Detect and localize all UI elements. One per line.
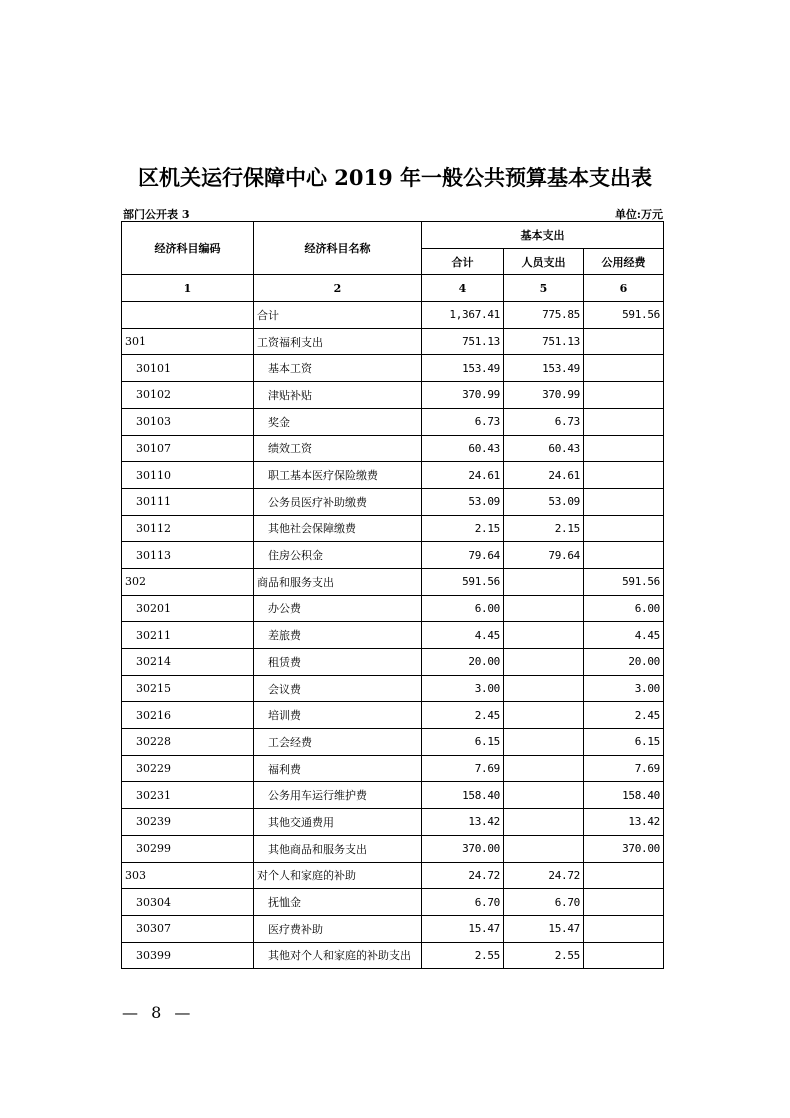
row-total: 7.69 <box>422 755 504 782</box>
header-name: 经济科目名称 <box>254 222 422 275</box>
row-code: 30201 <box>122 595 254 622</box>
row-name: 住房公积金 <box>254 542 422 569</box>
row-personnel: 775.85 <box>504 302 584 329</box>
row-public: 7.69 <box>584 755 664 782</box>
row-public <box>584 942 664 969</box>
row-public: 13.42 <box>584 809 664 836</box>
page-number: — 8 — <box>122 1003 195 1022</box>
row-total: 6.00 <box>422 595 504 622</box>
table-row <box>122 729 664 756</box>
table-row <box>122 809 664 836</box>
row-personnel: 53.09 <box>504 488 584 515</box>
row-total: 153.49 <box>422 355 504 382</box>
row-total: 13.42 <box>422 809 504 836</box>
row-code: 30111 <box>122 488 254 515</box>
row-name: 其他商品和服务支出 <box>254 835 422 862</box>
row-personnel <box>504 755 584 782</box>
row-public <box>584 515 664 542</box>
row-name: 福利费 <box>254 755 422 782</box>
row-public <box>584 889 664 916</box>
row-name: 奖金 <box>254 408 422 435</box>
table-row <box>122 435 664 462</box>
row-name: 商品和服务支出 <box>254 568 422 595</box>
header-index-public: 6 <box>584 275 664 302</box>
row-code: 30103 <box>122 408 254 435</box>
table-body <box>122 302 664 969</box>
row-total: 53.09 <box>422 488 504 515</box>
row-public <box>584 915 664 942</box>
budget-table <box>121 221 664 969</box>
row-name: 对个人和家庭的补助 <box>254 862 422 889</box>
row-code: 30215 <box>122 675 254 702</box>
table-row <box>122 382 664 409</box>
row-name: 津贴补贴 <box>254 382 422 409</box>
row-personnel <box>504 702 584 729</box>
table-row <box>122 862 664 889</box>
row-name: 其他对个人和家庭的补助支出 <box>254 942 422 969</box>
unit-label: 单位:万元 <box>614 208 663 221</box>
table-row <box>122 782 664 809</box>
row-code: 30304 <box>122 889 254 916</box>
row-public <box>584 488 664 515</box>
header-basic-expenditure: 基本支出 <box>422 222 664 249</box>
row-personnel <box>504 675 584 702</box>
row-name: 其他交通费用 <box>254 809 422 836</box>
header-public: 公用经费 <box>584 248 664 275</box>
row-personnel: 751.13 <box>504 328 584 355</box>
table-row <box>122 675 664 702</box>
row-personnel <box>504 622 584 649</box>
row-personnel: 2.55 <box>504 942 584 969</box>
row-total: 6.70 <box>422 889 504 916</box>
row-name: 会议费 <box>254 675 422 702</box>
row-public: 6.00 <box>584 595 664 622</box>
document-title: 区机关运行保障中心 2019 年一般公共预算基本支出表 <box>137 165 653 190</box>
row-code: 30102 <box>122 382 254 409</box>
row-total: 2.55 <box>422 942 504 969</box>
row-personnel: 24.72 <box>504 862 584 889</box>
row-total: 60.43 <box>422 435 504 462</box>
row-code: 30229 <box>122 755 254 782</box>
table-row <box>122 835 664 862</box>
row-personnel: 6.70 <box>504 889 584 916</box>
row-name: 合计 <box>254 302 422 329</box>
row-code: 303 <box>122 862 254 889</box>
row-name: 公务员医疗补助缴费 <box>254 488 422 515</box>
row-public: 6.15 <box>584 729 664 756</box>
row-public: 370.00 <box>584 835 664 862</box>
row-personnel: 153.49 <box>504 355 584 382</box>
row-name: 租赁费 <box>254 649 422 676</box>
row-total: 24.61 <box>422 462 504 489</box>
row-code: 30211 <box>122 622 254 649</box>
header-personnel: 人员支出 <box>504 248 584 275</box>
row-name: 办公费 <box>254 595 422 622</box>
row-public: 158.40 <box>584 782 664 809</box>
row-public <box>584 462 664 489</box>
row-name: 培训费 <box>254 702 422 729</box>
row-public: 591.56 <box>584 568 664 595</box>
table-row <box>122 595 664 622</box>
row-code: 30107 <box>122 435 254 462</box>
row-name: 基本工资 <box>254 355 422 382</box>
row-code: 30239 <box>122 809 254 836</box>
row-public: 2.45 <box>584 702 664 729</box>
row-public <box>584 542 664 569</box>
row-public <box>584 328 664 355</box>
header-index-code: 1 <box>122 275 254 302</box>
row-code: 30101 <box>122 355 254 382</box>
row-personnel <box>504 729 584 756</box>
row-personnel: 2.15 <box>504 515 584 542</box>
row-total: 79.64 <box>422 542 504 569</box>
table-row <box>122 702 664 729</box>
row-personnel: 79.64 <box>504 542 584 569</box>
row-personnel <box>504 782 584 809</box>
row-total: 2.15 <box>422 515 504 542</box>
row-total: 20.00 <box>422 649 504 676</box>
row-total: 751.13 <box>422 328 504 355</box>
row-code: 30214 <box>122 649 254 676</box>
row-total: 1,367.41 <box>422 302 504 329</box>
row-personnel <box>504 595 584 622</box>
row-public <box>584 862 664 889</box>
header-code: 经济科目编码 <box>122 222 254 275</box>
table-row <box>122 649 664 676</box>
row-total: 15.47 <box>422 915 504 942</box>
header-index-total: 4 <box>422 275 504 302</box>
row-total: 3.00 <box>422 675 504 702</box>
table-row <box>122 355 664 382</box>
row-code: 30228 <box>122 729 254 756</box>
row-name: 公务用车运行维护费 <box>254 782 422 809</box>
header-total: 合计 <box>422 248 504 275</box>
row-code: 301 <box>122 328 254 355</box>
row-name: 其他社会保障缴费 <box>254 515 422 542</box>
row-personnel: 60.43 <box>504 435 584 462</box>
table-row <box>122 302 664 329</box>
row-personnel <box>504 568 584 595</box>
row-personnel: 6.73 <box>504 408 584 435</box>
row-public: 3.00 <box>584 675 664 702</box>
row-code: 30307 <box>122 915 254 942</box>
table-row <box>122 408 664 435</box>
table-row <box>122 328 664 355</box>
row-public <box>584 408 664 435</box>
row-total: 158.40 <box>422 782 504 809</box>
row-code: 30110 <box>122 462 254 489</box>
row-personnel <box>504 809 584 836</box>
row-code: 302 <box>122 568 254 595</box>
table-row <box>122 915 664 942</box>
table-row <box>122 462 664 489</box>
header-index-name: 2 <box>254 275 422 302</box>
row-total: 6.73 <box>422 408 504 435</box>
table-row <box>122 568 664 595</box>
row-code: 30113 <box>122 542 254 569</box>
row-public: 591.56 <box>584 302 664 329</box>
row-name: 抚恤金 <box>254 889 422 916</box>
row-total: 370.00 <box>422 835 504 862</box>
row-total: 4.45 <box>422 622 504 649</box>
table-row <box>122 488 664 515</box>
row-total: 591.56 <box>422 568 504 595</box>
table-row <box>122 755 664 782</box>
row-code: 30299 <box>122 835 254 862</box>
row-name: 职工基本医疗保险缴费 <box>254 462 422 489</box>
row-personnel: 15.47 <box>504 915 584 942</box>
row-total: 2.45 <box>422 702 504 729</box>
row-public <box>584 355 664 382</box>
row-personnel: 24.61 <box>504 462 584 489</box>
row-name: 绩效工资 <box>254 435 422 462</box>
row-name: 工会经费 <box>254 729 422 756</box>
row-name: 差旅费 <box>254 622 422 649</box>
table-row <box>122 542 664 569</box>
row-code: 30231 <box>122 782 254 809</box>
row-name: 工资福利支出 <box>254 328 422 355</box>
row-code: 30216 <box>122 702 254 729</box>
row-total: 6.15 <box>422 729 504 756</box>
row-personnel <box>504 649 584 676</box>
row-personnel: 370.99 <box>504 382 584 409</box>
row-code <box>122 302 254 329</box>
row-code: 30112 <box>122 515 254 542</box>
table-row <box>122 622 664 649</box>
table-row <box>122 942 664 969</box>
table-row <box>122 515 664 542</box>
row-public: 20.00 <box>584 649 664 676</box>
row-personnel <box>504 835 584 862</box>
row-name: 医疗费补助 <box>254 915 422 942</box>
row-total: 370.99 <box>422 382 504 409</box>
row-public <box>584 435 664 462</box>
row-public: 4.45 <box>584 622 664 649</box>
table-row <box>122 889 664 916</box>
header-index-personnel: 5 <box>504 275 584 302</box>
row-total: 24.72 <box>422 862 504 889</box>
table-label: 部门公开表 3 <box>123 208 190 221</box>
row-public <box>584 382 664 409</box>
row-code: 30399 <box>122 942 254 969</box>
